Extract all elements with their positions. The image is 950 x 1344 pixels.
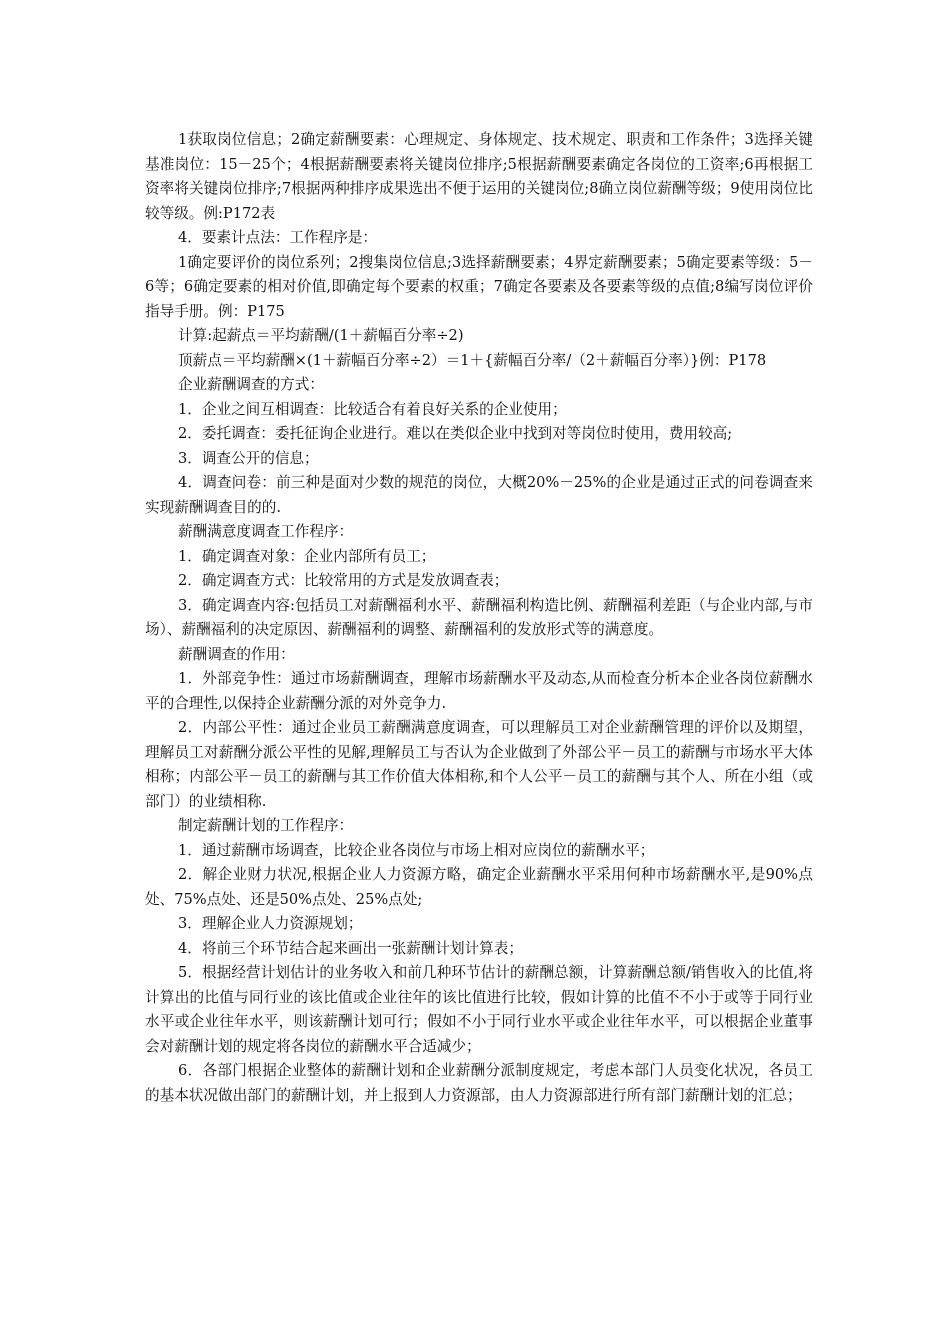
paragraph-6: 企业薪酬调查的方式： [178,376,324,393]
paragraph-19: 1．通过薪酬市场调查，比较企业各岗位与市场上相对应岗位的薪酬水平； [178,841,655,859]
paragraph-14: 3．确定调查内容:包括员工对薪酬福利水平、薪酬福利构造比例、薪酬福利差距（与企业内部,与市场）、薪酬福利的决定原因、薪酬福利的调整、薪酬福利的发放形式等的满意度。 [145,596,813,638]
paragraph-9: 3．调查公开的信息； [178,449,319,467]
paragraph-12: 1．确定调查对象：企业内部所有员工； [178,547,436,565]
paragraph-17: 2．内部公平性：通过企业员工薪酬满意度调查，可以理解员工对企业薪酬管理的评价以及期望，理解员工对薪酬分派公平性的见解,理解员工与否认为企业做到了外部公平－员工的薪酬与市场水平大体相称；内部公平－员工的薪酬与其工作价值大体相称,和个人公平－员工的薪酬与其个人、所在小组（或部门）的业绩相称. [145,719,813,810]
paragraph-8: 2．委托调查：委托征询企业进行。难以在类似企业中找到对等岗位时使用，费用较高; [178,425,733,442]
paragraph-18: 制定薪酬计划的工作程序： [178,817,354,834]
paragraph-22: 4．将前三个环节结合起来画出一张薪酬计划计算表； [178,939,523,957]
paragraph-23: 5．根据经营计划估计的业务收入和前几种环节估计的薪酬总额，计算薪酬总额/销售收入的比值,将计算出的比值与同行业的该比值或企业往年的该比值进行比较，假如计算的比值不不小于或等于同行业水平或企业往年水平，则该薪酬计划可行；假如不小于同行业水平或企业往年水平，可以根据企业董事会对薪酬计划的规定将各岗位的薪酬水平合适减少； [145,964,813,1055]
paragraph-21: 3．理解企业人力资源规划； [178,915,363,932]
paragraph-4: 计算:起薪点＝平均薪酬/(1＋薪幅百分率÷2) [178,327,464,344]
paragraph-24: 6．各部门根据企业整体的薪酬计划和企业薪酬分派制度规定，考虑本部门人员变化状况，各员工的基本状况做出部门的薪酬计划，并上报到人力资源部，由人力资源部进行所有部门薪酬计划的汇总； [145,1062,813,1104]
paragraph-3: 1确定要评价的岗位系列；2搜集岗位信息;3选择薪酬要素；4界定薪酬要素；5确定要素等级：5－6等；6确定要素的相对价值,即确定每个要素的权重；7确定各要素及各要素等级的点值;8编写岗位评价指导手册。例：P175 [145,253,813,320]
paragraph-1: 1获取岗位信息；2确定薪酬要素：心理规定、身体规定、技术规定、职责和工作条件；3选择关键基准岗位：15－25个；4根据薪酬要素将关键岗位排序;5根据薪酬要素确定各岗位的工资率;6再根据工资率将关键岗位排序;7根据两种排序成果选出不便于运用的关键岗位;8确立岗位薪酬等级；9使用岗位比较等级。例:P172表 [145,131,813,222]
paragraph-16: 1．外部竞争性：通过市场薪酬调查，理解市场薪酬水平及动态,从而检查分析本企业各岗位薪酬水平的合理性,以保持企业薪酬分派的对外竞争力. [145,670,813,712]
paragraph-7: 1．企业之间互相调查：比较适合有着良好关系的企业使用； [178,400,567,418]
paragraph-11: 薪酬满意度调查工作程序： [178,523,354,540]
document-body [145,128,813,1108]
paragraph-13: 2．确定调查方式：比较常用的方式是发放调查表； [178,572,509,589]
paragraph-10: 4．调查问卷：前三种是面对少数的规范的岗位，大概20%－25%的企业是通过正式的问卷调查来实现薪酬调查目的的. [145,474,813,516]
paragraph-2: 4．要素计点法：工作程序是： [178,229,378,246]
paragraph-5: 顶薪点＝平均薪酬×(1＋薪幅百分率÷2）＝1＋{薪幅百分率/（2＋薪幅百分率）}例：P178 [178,351,767,369]
paragraph-15: 薪酬调查的作用： [178,645,295,663]
paragraph-20: 2．解企业财力状况,根据企业人力资源方略，确定企业薪酬水平采用何种市场薪酬水平,是90%点处、75%点处、还是50%点处、25%点处; [145,866,813,908]
